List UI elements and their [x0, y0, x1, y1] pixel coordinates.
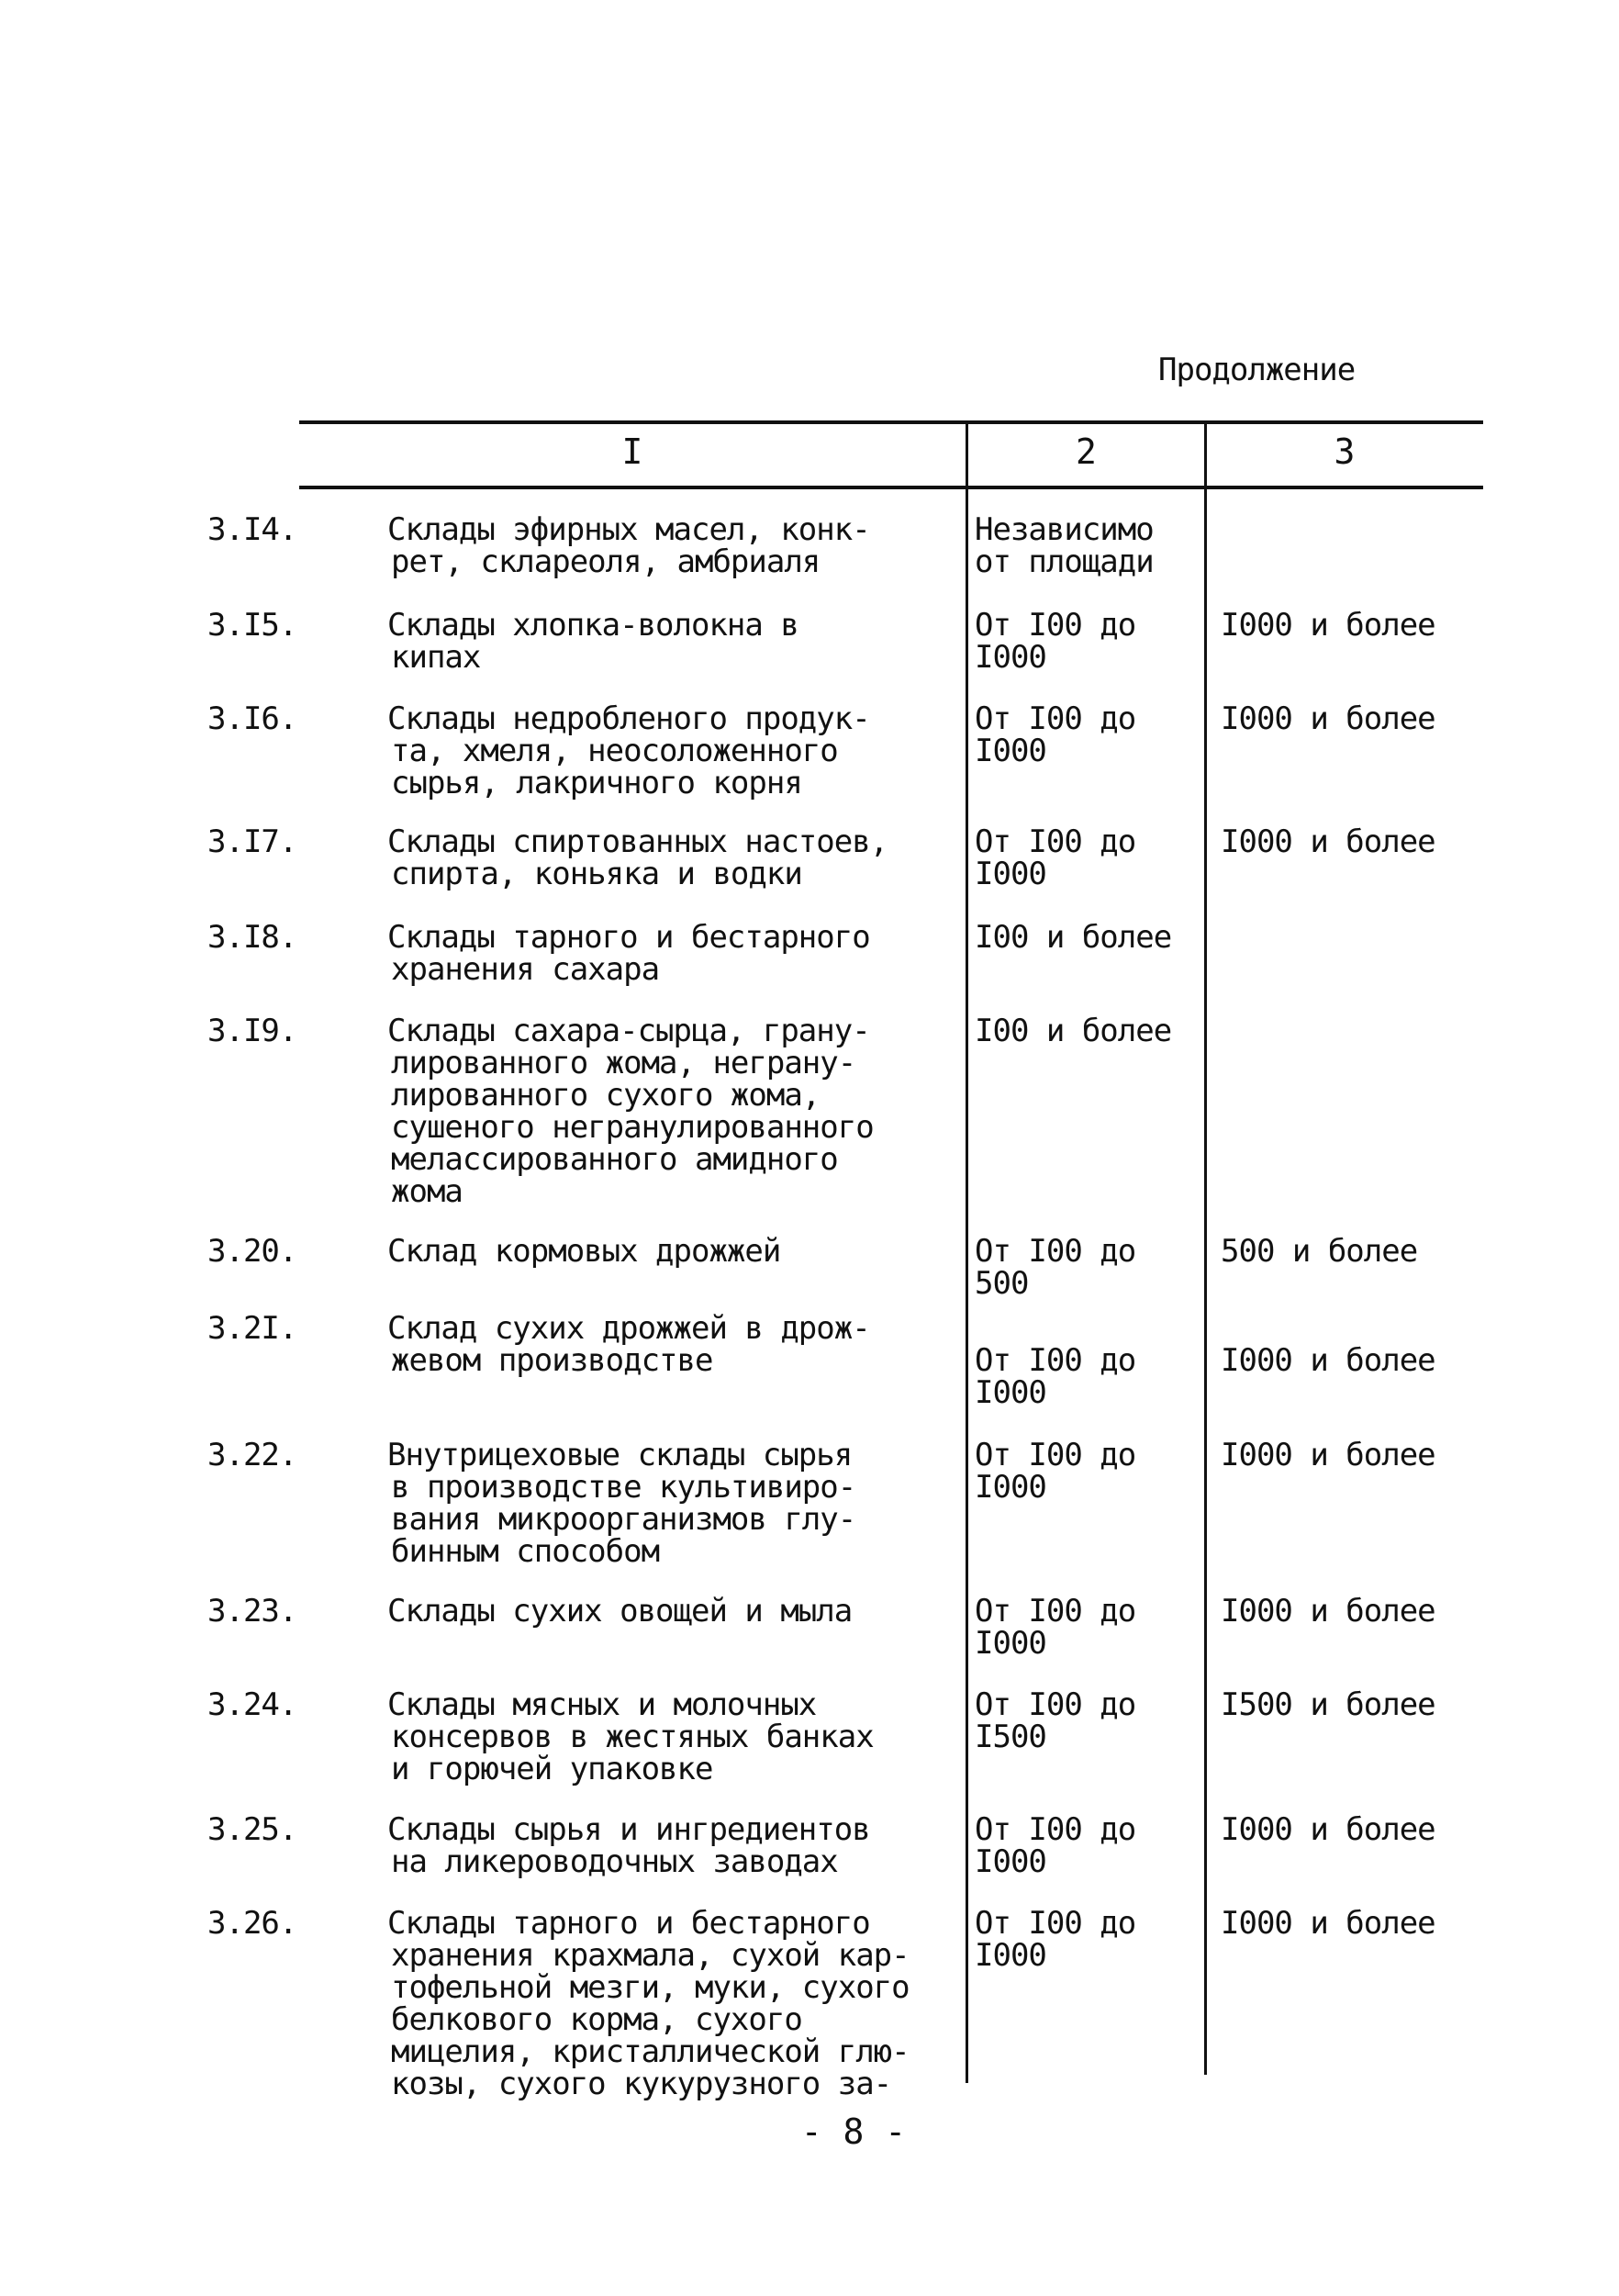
table-cell-more: [1221, 1686, 1524, 1723]
table-cell-area: [975, 1313, 1195, 1409]
table-cell-area: [975, 511, 1195, 580]
row-name: Склады эфирных масел, конк- рет, склареоля, амбриаля: [387, 511, 870, 580]
row-number: 3.2I.: [207, 1310, 297, 1347]
cell-area-min: I500 и более: [1221, 1686, 1435, 1723]
table-cell-area: [975, 1686, 1195, 1755]
cell-area-min: 500 и более: [1221, 1233, 1418, 1270]
row-name: Внутрицеховые склады сырья в производстве культивиро- вания микроорганизмов глу- бинным способом: [387, 1437, 856, 1570]
row-number: 3.I5.: [207, 607, 297, 644]
table-row-name: [207, 1905, 960, 2102]
table-row-name: [207, 1593, 960, 1630]
column-header-1: I: [621, 431, 643, 472]
row-number: 3.24.: [207, 1686, 297, 1723]
table-cell-more: [1221, 823, 1524, 860]
table-row-name: [207, 511, 960, 580]
row-name: Склады сухих овощей и мыла: [387, 1593, 853, 1630]
table-row-name: [207, 919, 960, 988]
row-number: 3.22.: [207, 1437, 297, 1473]
table-cell-more: [1221, 1811, 1524, 1848]
cell-area-min: I000 и более: [1221, 823, 1435, 860]
row-number: 3.I6.: [207, 700, 297, 737]
cell-area-range: От I00 до I000: [975, 700, 1136, 769]
cell-area-range: От I00 до I000: [975, 1593, 1136, 1662]
row-number: 3.25.: [207, 1811, 297, 1848]
row-name: Склады тарного и бестарного хранения крахмала, сухой кар- тофельной мезги, муки, сухого белкового корма, сухого мицелия, кристаллической глю- козы, сухого кукурузного за-: [387, 1905, 910, 2102]
table-top-rule: [299, 420, 1483, 424]
cell-area-min: I000 и более: [1221, 1437, 1435, 1473]
table-cell-area: [975, 700, 1195, 769]
table-cell-area: [975, 823, 1195, 892]
row-name: Склад сухих дрожжей в дрож- жевом производстве: [387, 1310, 870, 1379]
cell-area-range: От I00 до I000: [975, 1905, 1136, 1974]
table-row-name: [207, 1811, 960, 1880]
cell-area-min: I000 и более: [1221, 700, 1435, 737]
cell-area-range: От I00 до I000: [975, 1811, 1136, 1880]
cell-area-range: I00 и более: [975, 1013, 1172, 1049]
cell-area-min: I000 и более: [1221, 1342, 1435, 1379]
cell-area-range: От I00 до 500: [975, 1233, 1136, 1302]
row-number: 3.23.: [207, 1593, 297, 1630]
cell-area-range: От I00 до I000: [975, 607, 1136, 676]
cell-area-range: От I00 до I000: [975, 1437, 1136, 1506]
table-row-name: [207, 1233, 960, 1270]
table-cell-area: [975, 919, 1195, 956]
cell-area-range: Независимо от площади: [975, 511, 1154, 580]
row-name: Склады хлопка-волокна в кипах: [387, 607, 798, 676]
table-row-name: [207, 607, 960, 676]
row-name: Склады недробленого продук- та, хмеля, неосоложенного сырья, лакричного корня: [387, 700, 870, 801]
table-row-name: [207, 1686, 960, 1787]
row-number: 3.I9.: [207, 1013, 297, 1049]
table-row-name: [207, 1310, 960, 1379]
table-cell-area: [975, 1905, 1195, 1974]
table-cell-more: [1221, 1313, 1524, 1377]
row-name: Склады спиртованных настоев, спирта, коньяка и водки: [387, 823, 888, 892]
cell-area-range: I00 и более: [975, 919, 1172, 956]
table-cell-more: [1221, 607, 1524, 644]
table-cell-more: [1221, 1593, 1524, 1630]
table-cell-more: [1221, 700, 1524, 737]
column-divider-2: [1204, 424, 1207, 2075]
row-name: Склады мясных и молочных консервов в жестяных банках и горючей упаковке: [387, 1686, 874, 1787]
table-cell-area: [975, 1593, 1195, 1662]
column-header-2: 2: [1076, 431, 1097, 472]
row-name: Склады сырья и ингредиентов на ликероводочных заводах: [387, 1811, 870, 1880]
continuation-label: Продолжение: [1158, 352, 1356, 388]
column-header-3: 3: [1334, 431, 1356, 472]
table-cell-area: [975, 1811, 1195, 1880]
table-cell-area: [975, 1015, 1195, 1047]
row-number: 3.I4.: [207, 511, 297, 548]
row-name: Склады тарного и бестарного хранения сахара: [387, 919, 870, 988]
cell-area-range: От I00 до I500: [975, 1686, 1136, 1755]
table-cell-more: [1221, 1439, 1524, 1472]
page-number: - 8 -: [800, 2111, 907, 2152]
table-cell-area: [975, 1233, 1195, 1302]
row-name: Склад кормовых дрожжей: [387, 1233, 781, 1270]
cell-area-range: От I00 до I000: [975, 1342, 1136, 1411]
cell-area-min: I000 и более: [1221, 1811, 1435, 1848]
table-cell-area: [975, 607, 1195, 676]
column-divider-1: [966, 424, 968, 2083]
row-name: Склады сахара-сырца, грану- лированного жома, негрaну- лированного сухого жома, сушеного негранулированного мелассированного амидного жома: [387, 1013, 874, 1210]
row-number: 3.26.: [207, 1905, 297, 1942]
row-number: 3.I8.: [207, 919, 297, 956]
table-row-name: [207, 823, 960, 892]
row-number: 3.20.: [207, 1233, 297, 1270]
table-header-rule: [299, 486, 1483, 489]
cell-area-min: I000 и более: [1221, 1905, 1435, 1942]
table-row-name: [207, 1437, 960, 1570]
cell-area-min: I000 и более: [1221, 1593, 1435, 1630]
row-number: 3.I7.: [207, 823, 297, 860]
cell-area-range: От I00 до I000: [975, 823, 1136, 892]
table-cell-more: [1221, 1233, 1524, 1270]
cell-area-min: I000 и более: [1221, 607, 1435, 644]
table-row-name: [207, 700, 960, 801]
table-cell-more: [1221, 1905, 1524, 1942]
table-row-name: [207, 1013, 960, 1210]
table-cell-area: [975, 1439, 1195, 1504]
